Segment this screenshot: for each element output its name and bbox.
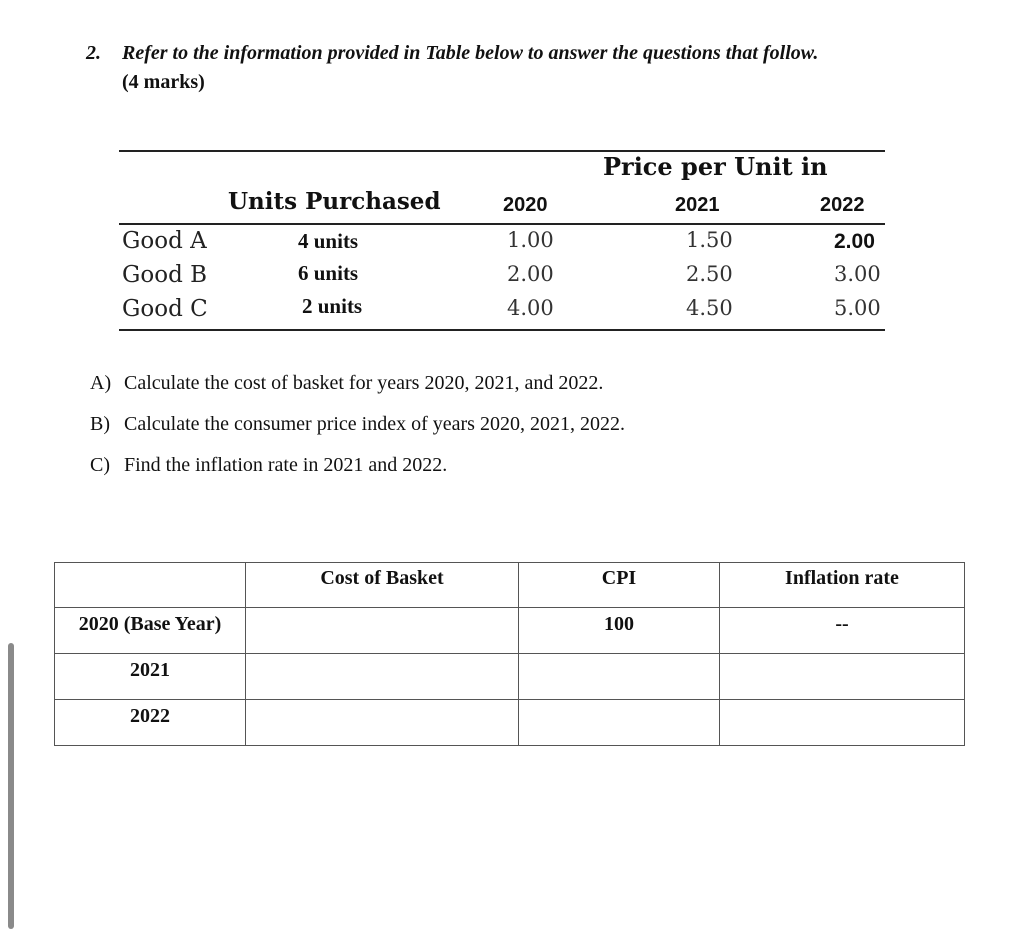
task-b-text: Calculate the consumer price index of years 2020, 2021, 2022. — [124, 413, 625, 435]
good-c-label: Good C — [122, 296, 208, 322]
table-row — [55, 700, 965, 746]
row-2021-inflation-cell[interactable] — [720, 654, 965, 700]
row-2022-year: 2022 — [55, 700, 246, 746]
good-a-price-2021: 1.50 — [686, 228, 733, 252]
year-header-2020: 2020 — [503, 194, 548, 216]
question-text: Refer to the information provided in Table below to answer the questions that follow. — [122, 42, 819, 64]
good-a-price-2020: 1.00 — [507, 228, 554, 252]
good-b-units: 6 units — [298, 261, 359, 285]
good-a-label: Good A — [122, 228, 207, 254]
header-inflation-rate: Inflation rate — [720, 563, 965, 608]
vertical-scrollbar[interactable] — [8, 643, 14, 929]
table-row — [55, 608, 965, 654]
good-b-label: Good B — [122, 262, 208, 288]
good-a-units: 4 units — [298, 229, 359, 253]
year-header-2021: 2021 — [675, 194, 720, 216]
task-b-label: B) — [90, 413, 110, 435]
row-2021-year: 2021 — [55, 654, 246, 700]
answer-table — [54, 562, 965, 746]
task-a-label: A) — [90, 372, 112, 394]
good-c-price-2020: 4.00 — [507, 296, 554, 320]
row-2022-inflation-cell[interactable] — [720, 700, 965, 746]
task-c-label: C) — [90, 454, 110, 476]
year-header-2022: 2022 — [820, 194, 865, 216]
task-b — [90, 413, 625, 436]
table-bottom-rule — [119, 329, 885, 331]
task-c — [90, 454, 447, 477]
table-header-rule — [119, 223, 885, 225]
question-number: 2. — [86, 42, 101, 64]
answer-table-header-row — [55, 563, 965, 608]
good-c-units: 2 units — [302, 294, 363, 318]
row-2020-cost-cell[interactable] — [246, 608, 519, 654]
good-b-price-2021: 2.50 — [686, 262, 733, 286]
row-2021-cost-cell[interactable] — [246, 654, 519, 700]
row-2020-cpi-cell[interactable]: 100 — [519, 608, 720, 654]
good-a-price-2022: 2.00 — [834, 230, 875, 253]
row-2021-cpi-cell[interactable] — [519, 654, 720, 700]
task-c-text: Find the inflation rate in 2021 and 2022. — [124, 454, 448, 476]
good-c-price-2021: 4.50 — [686, 296, 733, 320]
row-2022-cpi-cell[interactable] — [519, 700, 720, 746]
task-a-text: Calculate the cost of basket for years 2020, 2021, and 2022. — [124, 372, 604, 394]
row-2020-inflation-cell[interactable]: -- — [720, 608, 965, 654]
good-b-price-2022: 3.00 — [834, 262, 881, 286]
task-a — [90, 372, 603, 395]
header-cpi: CPI — [519, 563, 720, 608]
good-c-price-2022: 5.00 — [834, 296, 881, 320]
units-purchased-header: Units Purchased — [228, 188, 441, 215]
header-empty-cell — [55, 563, 246, 608]
row-2022-cost-cell[interactable] — [246, 700, 519, 746]
question-marks: (4 marks) — [122, 71, 205, 93]
row-2020-year: 2020 (Base Year) — [55, 608, 246, 654]
table-row — [55, 654, 965, 700]
good-b-price-2020: 2.00 — [507, 262, 554, 286]
price-per-unit-header: Price per Unit in — [603, 152, 828, 181]
header-cost-of-basket: Cost of Basket — [246, 563, 519, 608]
